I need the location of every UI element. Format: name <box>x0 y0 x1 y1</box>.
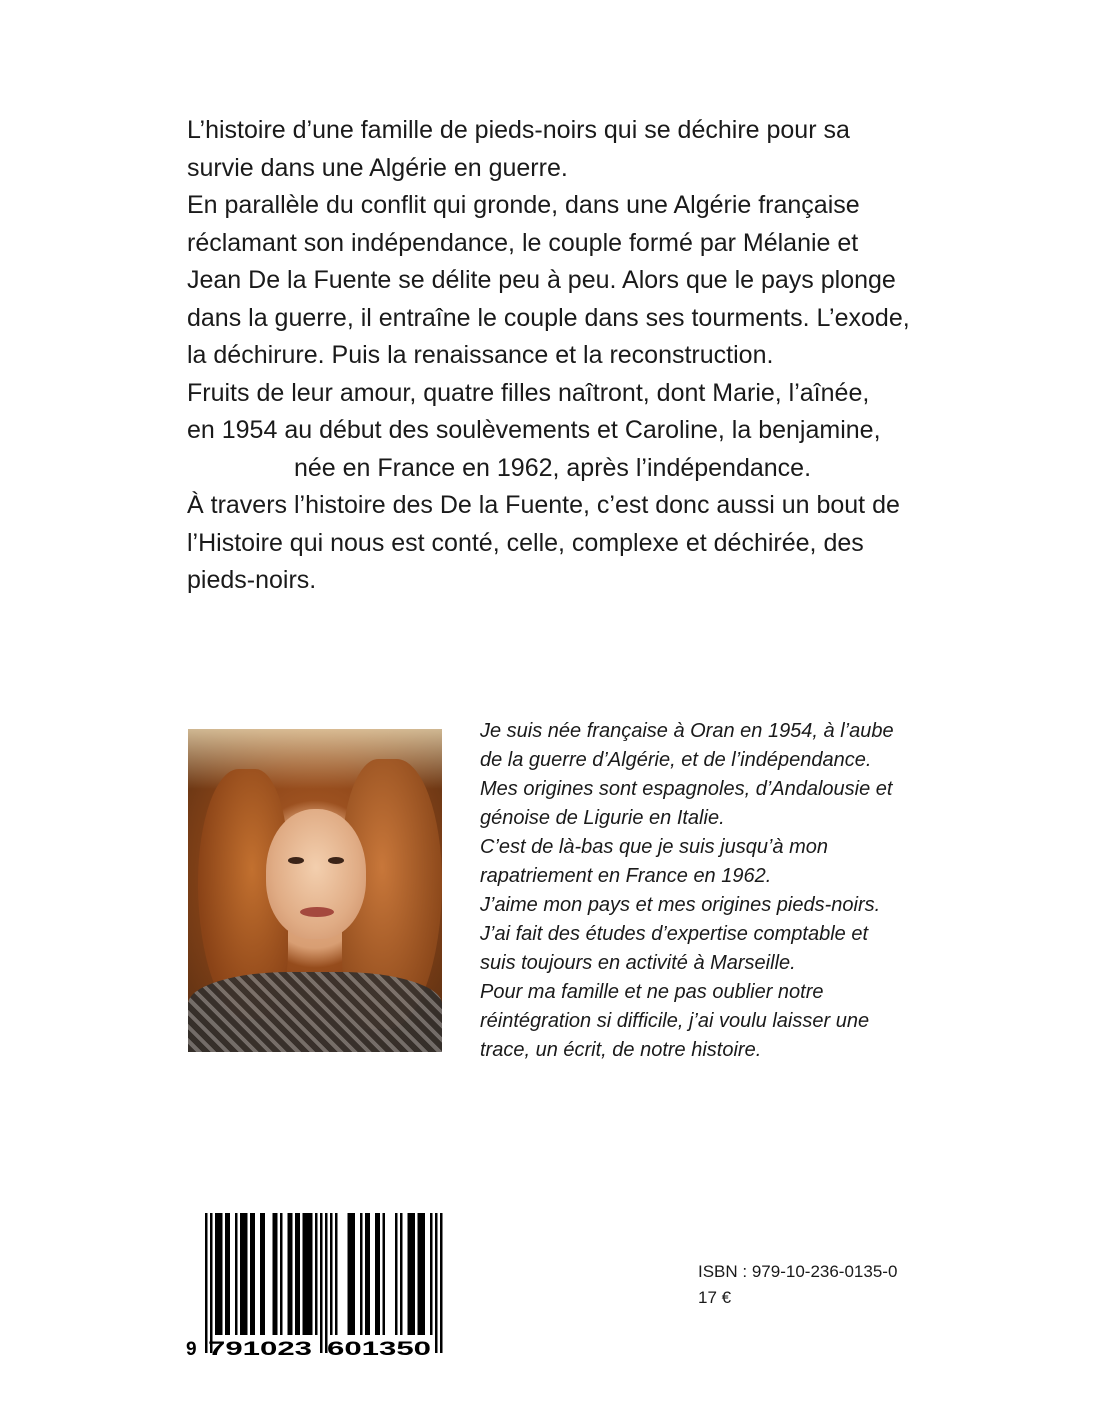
bio-line: J’aime mon pays et mes origines pieds-noirs. <box>480 894 881 916</box>
synopsis-line: Jean De la Fuente se délite peu à peu. Alors que le pays plonge <box>187 266 896 294</box>
synopsis-line: en 1954 au début des soulèvements et Caroline, la benjamine, <box>187 416 881 444</box>
synopsis-line: réclamant son indépendance, le couple formé par Mélanie et <box>187 228 859 257</box>
isbn-price-block <box>698 1259 897 1311</box>
barcode-bar <box>260 1213 263 1335</box>
barcode-bar <box>395 1213 398 1335</box>
photo-eye-left <box>288 857 304 864</box>
synopsis-line: Fruits de leur amour, quatre filles naîtront, dont Marie, l’aînée, <box>187 378 870 407</box>
synopsis-line: la déchirure. Puis la renaissance et la reconstruction. <box>187 341 774 369</box>
bio-line: C’est de là-bas que je suis jusqu’à mon <box>480 836 828 858</box>
barcode-bar <box>220 1213 223 1335</box>
barcode-digits <box>186 1339 431 1359</box>
bio-line: de la guerre d’Algérie, et de l’indépendance. <box>480 749 872 771</box>
barcode-bar <box>273 1213 276 1335</box>
bio-line: suis toujours en activité à Marseille. <box>480 952 796 974</box>
barcode-bar <box>215 1213 218 1335</box>
barcode-bar <box>263 1213 266 1335</box>
barcode-bar <box>305 1213 308 1335</box>
barcode-bar <box>400 1213 403 1335</box>
barcode-bar <box>218 1213 221 1335</box>
barcode-bar <box>228 1213 231 1335</box>
barcode-bar <box>320 1213 323 1353</box>
barcode-bar <box>253 1213 256 1335</box>
barcode-bar <box>225 1213 228 1335</box>
synopsis-line: née en France en 1962, après l’indépendance. <box>293 453 812 482</box>
barcode-digits-left: 791023 <box>208 1339 312 1359</box>
barcode-bar <box>365 1213 368 1335</box>
bio-line: trace, un écrit, de notre histoire. <box>480 1039 762 1061</box>
bio-line: Mes origines sont espagnoles, d’Andalousie et <box>480 778 893 800</box>
author-photo <box>188 729 442 1052</box>
barcode-bar <box>210 1213 213 1353</box>
synopsis-line: pieds-noirs. <box>187 566 317 594</box>
back-cover-synopsis <box>187 112 918 600</box>
barcode-bar <box>308 1213 311 1335</box>
barcode-bar <box>375 1213 378 1335</box>
barcode-bar <box>408 1213 411 1335</box>
synopsis-line: l’Histoire qui nous est conté, celle, complexe et déchirée, des <box>187 528 864 557</box>
barcode-bar <box>423 1213 426 1335</box>
synopsis-line: À travers l’histoire des De la Fuente, c’est donc aussi un bout de <box>187 491 900 519</box>
barcode-bar <box>303 1213 306 1335</box>
barcode-bar <box>325 1213 328 1353</box>
isbn-barcode <box>185 1213 443 1359</box>
barcode-bar <box>295 1213 298 1335</box>
barcode-bar <box>205 1213 208 1353</box>
barcode-bar <box>290 1213 293 1335</box>
barcode-bar <box>430 1213 433 1335</box>
barcode-digits-right: 601350 <box>327 1339 431 1359</box>
bio-line: génoise de Ligurie en Italie. <box>480 807 725 829</box>
barcode-bar <box>383 1213 386 1335</box>
barcode-bar <box>435 1213 438 1353</box>
barcode-bar <box>310 1213 313 1335</box>
barcode-bar <box>360 1213 363 1335</box>
barcode-bar <box>350 1213 353 1335</box>
barcode-bar <box>410 1213 413 1335</box>
synopsis-line: dans la guerre, il entraîne le couple dans ses tourments. L’exode, <box>187 303 910 332</box>
barcode-bar <box>280 1213 283 1335</box>
bio-line: rapatriement en France en 1962. <box>480 865 772 887</box>
synopsis-line: survie dans une Algérie en guerre. <box>187 153 568 182</box>
price: 17 € <box>698 1288 732 1307</box>
barcode-bar <box>335 1213 338 1335</box>
barcode-bar <box>353 1213 356 1335</box>
barcode-bar <box>240 1213 243 1335</box>
barcode-bar <box>315 1213 318 1335</box>
barcode-bar <box>235 1213 238 1335</box>
isbn-number: ISBN : 979-10-236-0135-0 <box>698 1262 898 1281</box>
barcode-bar <box>378 1213 381 1335</box>
bio-line: J’ai fait des études d’expertise comptable et <box>480 923 868 945</box>
barcode-bar <box>250 1213 253 1335</box>
barcode-bar <box>298 1213 301 1335</box>
barcode-bar <box>440 1213 443 1353</box>
barcode-bar <box>413 1213 416 1335</box>
barcode-bar <box>243 1213 246 1335</box>
synopsis-line: En parallèle du conflit qui gronde, dans une Algérie française <box>187 191 860 219</box>
barcode-bar <box>348 1213 351 1335</box>
photo-lips <box>300 907 334 917</box>
barcode-bar <box>420 1213 423 1335</box>
synopsis-line: L’histoire d’une famille de pieds-noirs qui se déchire pour sa <box>187 116 850 144</box>
photo-sweater <box>188 972 442 1052</box>
photo-eye-right <box>328 857 344 864</box>
bio-line: réintégration si difficile, j’ai voulu laisser une <box>480 1010 870 1032</box>
barcode-bar <box>288 1213 291 1335</box>
barcode-bar <box>330 1213 333 1335</box>
photo-face <box>266 809 366 939</box>
barcode-digit-lead: 9 <box>186 1339 197 1359</box>
barcode-bar <box>245 1213 248 1335</box>
author-bio <box>480 717 918 1065</box>
bio-line: Pour ma famille et ne pas oublier notre <box>480 981 824 1003</box>
barcode-bar <box>275 1213 278 1335</box>
bio-line: Je suis née française à Oran en 1954, à l’aube <box>480 720 894 742</box>
barcode-bar <box>368 1213 371 1335</box>
barcode-bar <box>418 1213 421 1335</box>
